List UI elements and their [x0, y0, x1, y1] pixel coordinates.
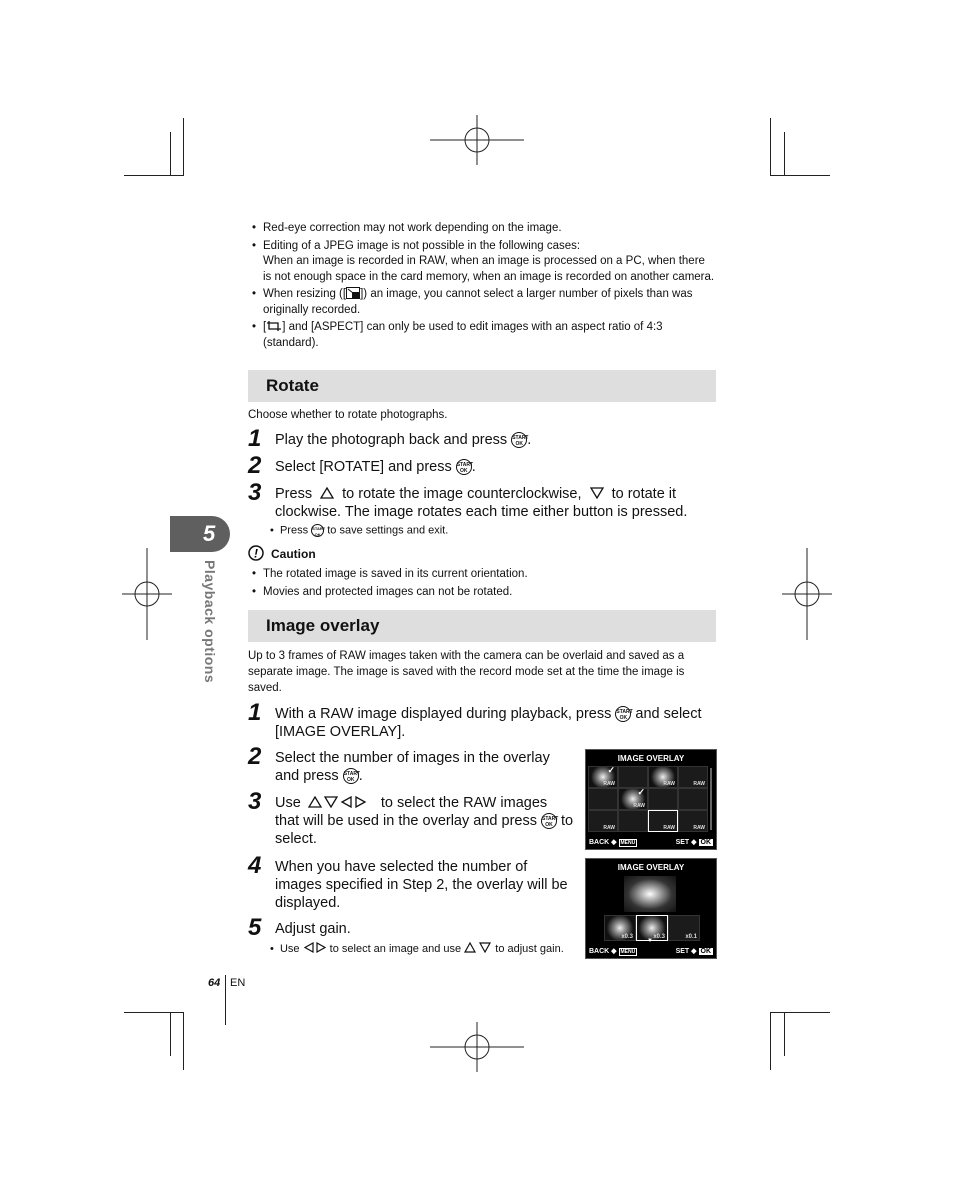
up-down-arrows-icon: [464, 942, 492, 953]
note-item: • [ ] and [ASPECT] can only be used to edit images with an aspect ratio of 4:3 (standard).: [252, 320, 716, 351]
rotate-section-header: [248, 370, 716, 402]
overlay-step-2: Select the number of images in the overlay and press START OK .: [275, 750, 550, 784]
gain-thumbnail: x0.3: [604, 915, 636, 941]
thumbnail: [618, 766, 648, 788]
scrollbar: [710, 768, 712, 830]
thumbnail: [588, 788, 618, 810]
screen-set: SET ◆ OK: [675, 839, 711, 846]
registration-mark-right: [782, 548, 832, 640]
gain-thumbnail: x0.1: [668, 915, 700, 941]
thumbnail-selected: RAW: [648, 810, 678, 832]
registration-mark-bottom: [430, 1022, 524, 1072]
language-code: EN: [230, 977, 246, 989]
four-way-arrows-icon: [308, 796, 374, 808]
overlay-step-number: 3: [248, 788, 262, 815]
overlay-step-5: Adjust gain.: [275, 921, 351, 937]
chapter-label: Playback options: [202, 560, 218, 684]
chapter-number: 5: [203, 521, 216, 546]
overlay-title: Image overlay: [266, 616, 380, 635]
overlay-step-number: 2: [248, 743, 262, 770]
down-indicator-icon: ▼: [647, 938, 653, 944]
thumbnail: RAW: [678, 766, 708, 788]
rotate-step-2: Select [ROTATE] and press START OK .: [275, 459, 476, 475]
down-arrow-icon: [590, 487, 604, 499]
ok-button-icon: START OK: [615, 706, 631, 722]
note-item: • Editing of a JPEG image is not possible in the following cases: When an image is recorded in RAW, when an image is processed on a PC, when there is not enough space in the card memory, when an image is recorded on another camera.: [252, 239, 716, 286]
rotate-step-number: 3: [248, 479, 262, 506]
ok-button-icon: START OK: [312, 526, 326, 537]
check-icon: ✓: [607, 765, 615, 775]
thumbnail: RAW: [648, 766, 678, 788]
note-item: • Red-eye correction may not work depending on the image.: [252, 221, 716, 237]
screen-title: IMAGE OVERLAY: [617, 863, 685, 872]
overlay-step-3: Use to select the RAW images that will be used in the overlay and press START OK to select.: [275, 795, 574, 847]
overlay-step-1: With a RAW image displayed during playback, press START OK and select [IMAGE OVERLAY].: [275, 706, 702, 740]
ok-button-icon: START OK: [541, 813, 557, 829]
rotate-step-1: Play the photograph back and press START OK .: [275, 432, 532, 448]
resize-icon: [346, 287, 360, 299]
check-icon: ✓: [637, 787, 645, 797]
ok-button-icon: START OK: [456, 459, 472, 475]
screen-back: BACK ◆ MENU: [589, 839, 636, 846]
rotate-intro: Choose whether to rotate photographs.: [248, 409, 448, 421]
caution-icon: [248, 545, 264, 561]
overlay-intro: Up to 3 frames of RAW images taken with the camera can be overlaid and saved as a separate image. The image is saved with the record mode set at the time the image is saved.: [248, 650, 685, 694]
thumbnail: RAW: [588, 810, 618, 832]
registration-mark-top: [430, 115, 524, 165]
caution-title: Caution: [271, 547, 316, 561]
screen-back: BACK ◆ MENU: [589, 948, 636, 955]
overlay-step-number: 5: [248, 914, 262, 941]
thumbnail: [648, 788, 678, 810]
rotate-title: Rotate: [266, 376, 319, 395]
overlay-preview: [624, 876, 676, 912]
screen-title: IMAGE OVERLAY: [617, 754, 685, 763]
screen-set: SET ◆ OK: [675, 948, 711, 955]
thumbnail: [618, 810, 648, 832]
rotate-step-number: 2: [248, 452, 262, 479]
registration-mark-left: [122, 548, 172, 640]
ok-button-icon: START OK: [343, 768, 359, 784]
overlay-step-number: 4: [248, 852, 262, 879]
overlay-step-number: 1: [248, 699, 262, 726]
thumbnail: [678, 788, 708, 810]
overlay-step-4: When you have selected the number of images specified in Step 2, the overlay will be displayed.: [275, 859, 568, 911]
note-item: • When resizing ([ ]) an image, you cannot select a larger number of pixels than was originally recorded.: [252, 287, 716, 318]
gain-thumbnail-selected: x0.3: [636, 915, 668, 941]
left-right-arrows-icon: [303, 942, 327, 953]
rotate-step-number: 1: [248, 425, 262, 452]
thumbnail: RAW ✓: [588, 766, 618, 788]
image-overlay-screen-gain: [585, 858, 717, 959]
thumbnail: RAW ✓: [618, 788, 648, 810]
page-number: 64: [208, 977, 221, 989]
rotate-step-3: Press to rotate the image counterclockwise, to rotate it clockwise. The image rotates each time either button is pressed.: [275, 486, 688, 520]
caution-list: [252, 567, 716, 602]
overlay-section-header: [248, 610, 716, 642]
caution-item: • The rotated image is saved in its current orientation.: [252, 567, 716, 583]
image-overlay-screen-select: [585, 749, 717, 850]
svg-text:!: !: [254, 546, 258, 561]
crop-icon: [266, 320, 282, 332]
up-arrow-icon: [320, 487, 334, 499]
chapter-tab: [170, 516, 230, 552]
thumbnail: RAW: [678, 810, 708, 832]
rotate-sub-note: • Press START OK to save settings and exit.: [270, 524, 449, 537]
ok-button-icon: START OK: [511, 432, 527, 448]
overlay-sub-note: • Use to select an image and use to adjust gain.: [270, 943, 564, 955]
caution-item: • Movies and protected images can not be rotated.: [252, 585, 716, 601]
notes-list: [252, 221, 716, 353]
